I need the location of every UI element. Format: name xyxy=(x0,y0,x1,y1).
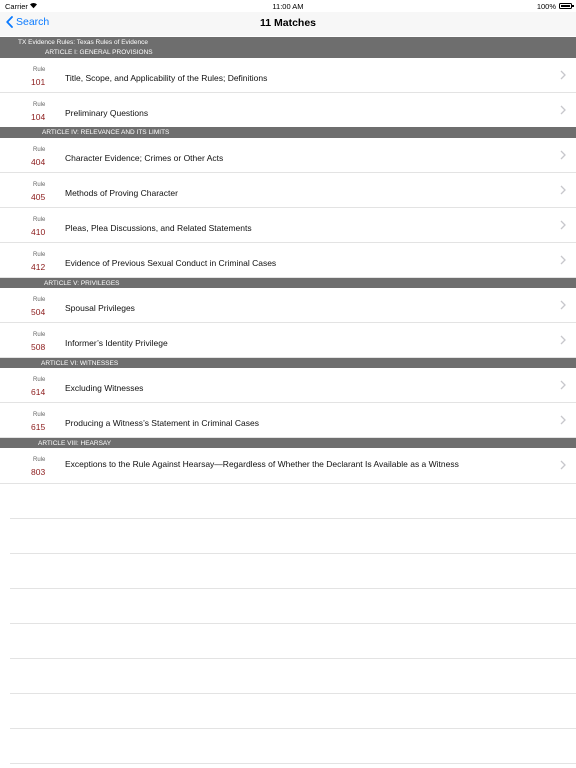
back-button-label: Search xyxy=(16,16,50,28)
rule-row[interactable] xyxy=(0,138,576,173)
chevron-right-icon xyxy=(560,415,566,425)
chevron-right-icon xyxy=(560,255,566,265)
rule-row[interactable] xyxy=(0,58,576,93)
section-title: ARTICLE V: PRIVILEGES xyxy=(44,280,120,287)
chevron-right-icon xyxy=(560,460,566,470)
rule-number: 412 xyxy=(31,262,46,272)
chevron-right-icon xyxy=(560,335,566,345)
rule-caption: Rule xyxy=(33,182,46,188)
rule-caption: Rule xyxy=(33,147,46,153)
rule-title: Methods of Proving Character xyxy=(65,188,178,198)
chevron-right-icon xyxy=(560,220,566,230)
rule-row[interactable] xyxy=(0,93,576,128)
rule-number: 614 xyxy=(31,387,46,397)
rule-title: Character Evidence; Crimes or Other Acts xyxy=(65,153,224,163)
chevron-right-icon xyxy=(560,105,566,115)
section-title: ARTICLE I: GENERAL PROVISIONS xyxy=(45,49,153,56)
rule-number: 104 xyxy=(31,112,46,122)
code-path-label: TX Evidence Rules: Texas Rules of Evidence xyxy=(18,39,148,46)
rule-title: Preliminary Questions xyxy=(65,108,149,118)
table-separator xyxy=(10,658,576,659)
rule-row[interactable] xyxy=(0,368,576,403)
table-separator xyxy=(10,693,576,694)
rule-title: Informer’s Identity Privilege xyxy=(65,338,168,348)
chevron-right-icon xyxy=(560,300,566,310)
table-separator xyxy=(10,553,576,554)
rule-row[interactable] xyxy=(0,208,576,243)
rule-number: 504 xyxy=(31,307,46,317)
rule-title: Producing a Witness’s Statement in Criminal Cases xyxy=(65,418,260,428)
rule-caption: Rule xyxy=(33,67,46,73)
rule-number: 508 xyxy=(31,342,46,352)
section-title: ARTICLE IV: RELEVANCE AND ITS LIMITS xyxy=(42,129,170,136)
status-bar xyxy=(0,0,576,12)
rule-title: Excluding Witnesses xyxy=(65,383,144,393)
rule-row[interactable] xyxy=(0,403,576,438)
chevron-right-icon xyxy=(560,185,566,195)
rule-caption: Rule xyxy=(33,252,46,258)
rule-title: Evidence of Previous Sexual Conduct in Criminal Cases xyxy=(65,258,277,268)
chevron-right-icon xyxy=(560,150,566,160)
rule-row[interactable] xyxy=(0,323,576,358)
status-time: 11:00 AM xyxy=(272,2,304,11)
rule-number: 101 xyxy=(31,77,46,87)
rule-title: Title, Scope, and Applicability of the Rules; Definitions xyxy=(65,73,268,83)
table-separator xyxy=(10,763,576,764)
rule-row[interactable] xyxy=(0,173,576,208)
rule-caption: Rule xyxy=(33,102,46,108)
carrier-label: Carrier xyxy=(5,2,28,11)
rule-caption: Rule xyxy=(33,412,46,418)
rule-title: Exceptions to the Rule Against Hearsay—Regardless of Whether the Declarant Is Available as a Witness xyxy=(65,459,459,469)
page-title: 11 Matches xyxy=(259,17,317,29)
chevron-right-icon xyxy=(560,70,566,80)
rule-caption: Rule xyxy=(33,457,46,463)
rule-title: Spousal Privileges xyxy=(65,303,135,313)
section-title: ARTICLE VIII: HEARSAY xyxy=(38,440,112,447)
rule-number: 405 xyxy=(31,192,46,202)
rule-row[interactable] xyxy=(0,448,576,484)
rule-caption: Rule xyxy=(33,217,46,223)
rule-caption: Rule xyxy=(33,297,46,303)
rule-caption: Rule xyxy=(33,332,46,338)
battery-percent: 100% xyxy=(536,2,556,11)
table-separator xyxy=(10,518,576,519)
rule-row[interactable] xyxy=(0,243,576,278)
section-title: ARTICLE VI: WITNESSES xyxy=(41,360,119,367)
rule-caption: Rule xyxy=(33,377,46,383)
section-header-article-i xyxy=(0,37,576,58)
table-separator xyxy=(10,728,576,729)
table-separator xyxy=(10,623,576,624)
rule-row[interactable] xyxy=(0,288,576,323)
rule-number: 615 xyxy=(31,422,46,432)
battery-icon xyxy=(559,3,572,9)
rule-title: Pleas, Plea Discussions, and Related Statements xyxy=(65,223,252,233)
rule-number: 803 xyxy=(31,467,46,477)
table-separator xyxy=(10,588,576,589)
section-header-article-iv xyxy=(0,127,576,138)
navigation-bar xyxy=(0,12,576,36)
rule-number: 410 xyxy=(31,227,46,237)
rule-number: 404 xyxy=(31,157,46,167)
chevron-right-icon xyxy=(560,380,566,390)
